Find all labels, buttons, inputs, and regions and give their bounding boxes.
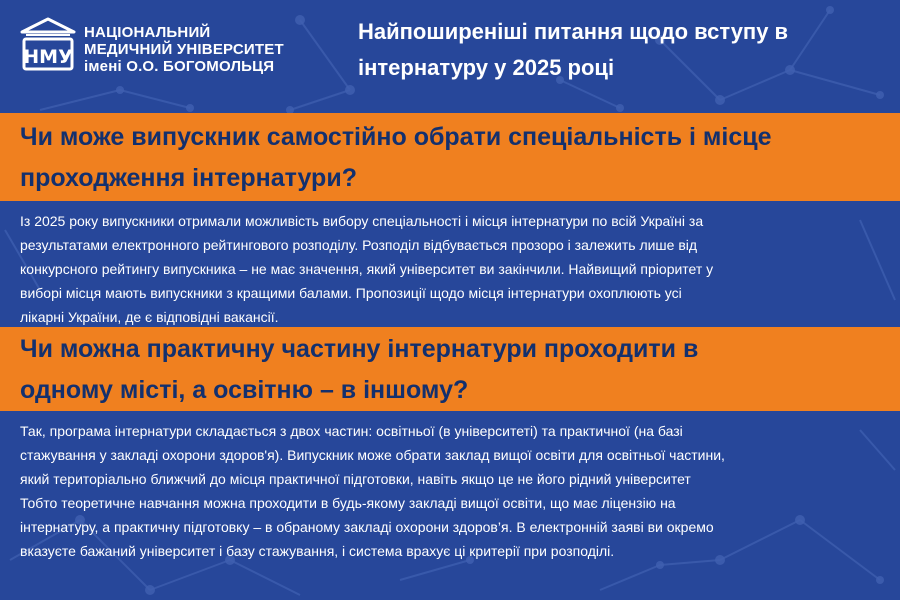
answer-line: Із 2025 року випускники отримали можливість вибору спеціальності і місця інтернатури по всій Україні за [20,213,704,229]
university-name-line: імені О.О. БОГОМОЛЬЦЯ [84,58,275,75]
question-line: проходження інтернатури? [20,164,357,192]
university-building-logo-icon [20,16,76,74]
answer-line: стажування у закладі охорони здоров'я). Випускник може обрати заклад вищої освіти для освітньої частини, [20,447,725,463]
answer-line: результатами електронного рейтингового розподілу. Розподіл відбувається прозоро і залежить лише від [20,237,698,253]
page-title-line: Найпоширеніші питання щодо вступу в [358,19,789,44]
header [0,0,900,112]
university-name-line: НАЦІОНАЛЬНИЙ [84,24,211,41]
answer-line: вказуєте бажаний університет і базу стажування, і система врахує ці критерії при розподілі. [20,543,615,559]
logo-letters: НМУ [23,46,73,68]
answer-line: який територіально ближчий до місця практичної підготовки, навіть якщо це не його рідний університет [20,471,691,487]
answer-line: лікарні України, де є відповідні вакансії. [20,309,279,325]
question-band-2 [0,327,900,411]
answer-line: Тобто теоретичне навчання можна проходити в будь-якому закладі вищої освіти, що має ліцензію на [20,495,676,511]
answer-line: Так, програма інтернатури складається з двох частин: освітньої (в університеті) та практичної (на базі [20,423,683,439]
answer-2 [20,419,882,563]
university-name [84,24,284,75]
answer-1 [20,209,882,329]
question-2 [0,327,900,411]
question-band-1 [0,113,900,201]
question-1 [0,113,900,199]
answer-line: конкурсного рейтингу випускника – не має значення, який університет ви закінчили. Найвищий пріоритет у [20,261,714,277]
page-title-line: інтернатуру у 2025 році [358,55,615,80]
question-line: одному місті, а освітню – в іншому? [20,376,469,404]
page-title [358,14,888,86]
question-line: Чи може випускник самостійно обрати спеціальність і місце [20,123,772,151]
answer-line: виборі місця мають випускники з кращими балами. Пропозиції щодо місця інтернатури охоплюють усі [20,285,682,301]
answer-line: інтернатуру, а практичну підготовку – в обраному закладі охорони здоров’я. В електронній заяві ви окремо [20,519,714,535]
university-name-line: МЕДИЧНИЙ УНІВЕРСИТЕТ [84,41,284,58]
question-line: Чи можна практичну частину інтернатури проходити в [20,335,699,363]
